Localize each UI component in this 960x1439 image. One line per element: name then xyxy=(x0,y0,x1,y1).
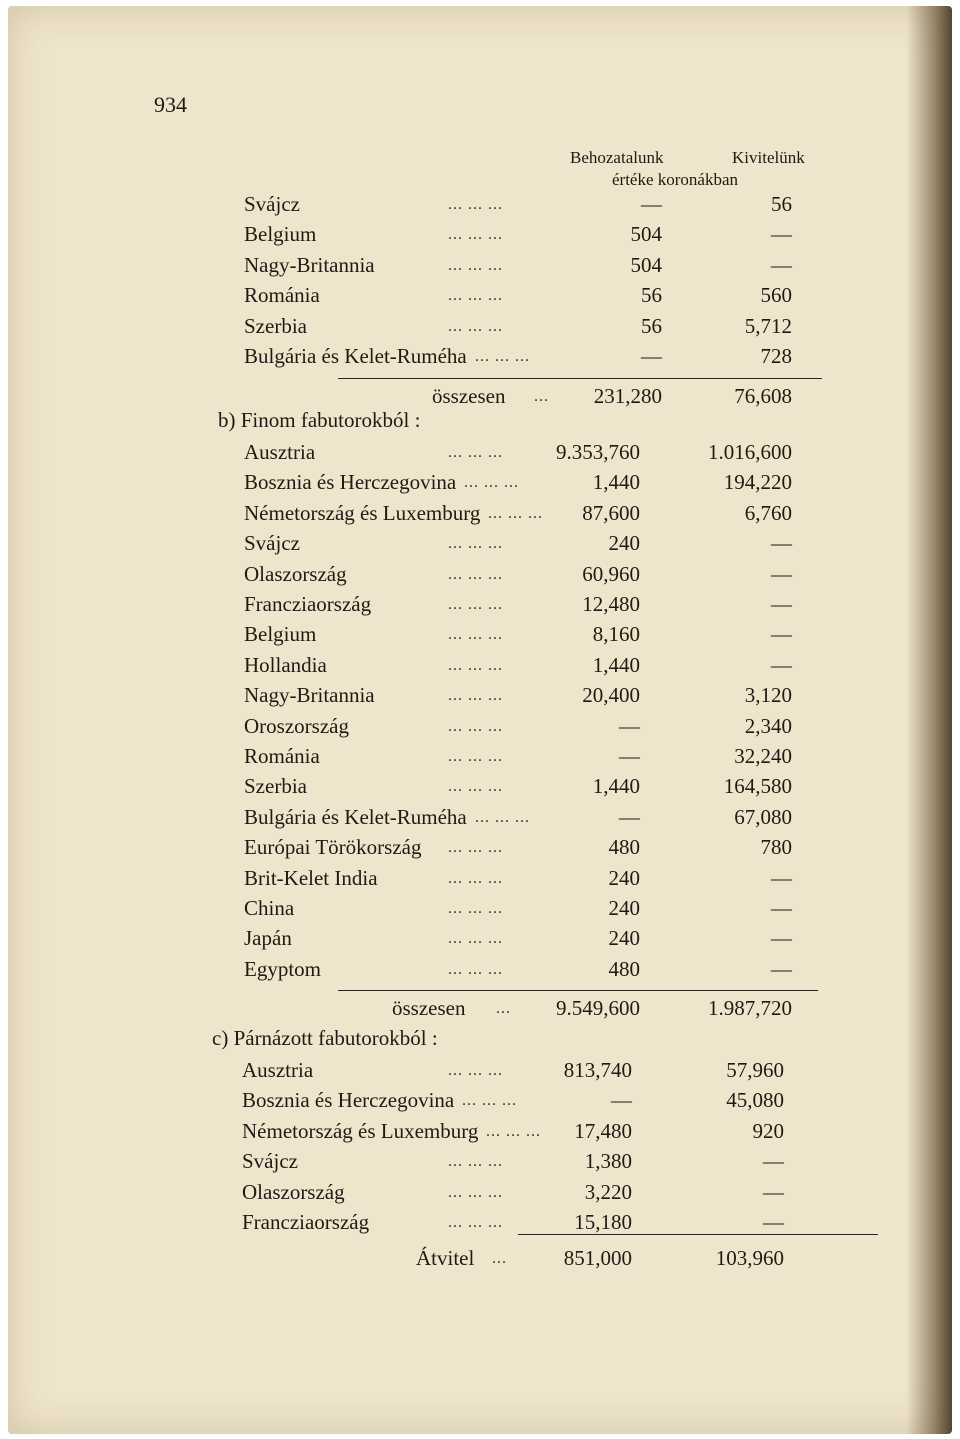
row-label: Svájcz xyxy=(244,192,300,216)
leader-dots: ... ... ... xyxy=(448,656,503,674)
row-label: Bosznia és Herczegovina xyxy=(244,470,457,495)
row-label: Japán xyxy=(244,926,292,951)
leader-dots: ... ... ... xyxy=(475,808,530,826)
total-export: 1.987,720 xyxy=(708,996,792,1020)
table-row xyxy=(8,222,952,252)
leader-dots: ... ... ... xyxy=(448,1183,503,1201)
leader-dots: ... ... ... xyxy=(448,226,503,244)
export-value: 67,080 xyxy=(734,804,792,829)
table-row xyxy=(8,440,952,470)
leader-dots: ... ... ... xyxy=(448,196,503,213)
export-value: 560 xyxy=(760,283,792,308)
row-label: China xyxy=(244,896,295,920)
section-a-total-rule xyxy=(338,378,822,379)
leader-dots: ... ... ... xyxy=(448,596,503,613)
section-b-total-rule xyxy=(338,990,818,991)
table-row xyxy=(8,926,952,956)
table-row xyxy=(8,1149,952,1179)
import-value: 240 xyxy=(608,531,640,556)
import-value: 15,180 xyxy=(574,1210,632,1234)
table-row xyxy=(8,192,952,222)
carry-label: Átvitel xyxy=(416,1246,475,1270)
leader-dots: ... xyxy=(496,1000,511,1017)
export-value: — xyxy=(771,652,792,677)
section-b-total-row xyxy=(8,996,952,1026)
table-row xyxy=(8,683,952,713)
leader-dots: ... ... ... xyxy=(464,474,519,492)
import-value: 20,400 xyxy=(582,683,640,708)
column-header-import: Behozatalunk xyxy=(570,148,664,167)
export-value: — xyxy=(771,531,792,556)
export-value: 6,760 xyxy=(744,500,792,525)
row-label: Ausztria xyxy=(242,1058,314,1082)
import-value: — xyxy=(619,744,640,768)
import-value: — xyxy=(619,804,640,829)
export-value: — xyxy=(771,896,792,920)
row-label: Bosznia és Herczegovina xyxy=(242,1088,455,1113)
row-label: Svájcz xyxy=(242,1149,298,1174)
total-label: összesen xyxy=(432,384,506,408)
export-value: 920 xyxy=(752,1118,784,1143)
row-label: Hollandia xyxy=(244,652,327,677)
table-row xyxy=(8,1210,952,1240)
leader-dots: ... ... ... xyxy=(448,256,503,274)
import-value: 480 xyxy=(608,835,640,860)
leader-dots: ... ... ... xyxy=(448,687,503,705)
leader-dots: ... ... ... xyxy=(448,930,503,948)
carry-import: 851,000 xyxy=(563,1246,632,1270)
export-value: 5,712 xyxy=(744,313,792,338)
leader-dots: ... xyxy=(534,388,549,405)
table-row xyxy=(8,957,952,987)
row-label: Románia xyxy=(244,283,320,308)
export-value: 728 xyxy=(760,344,792,368)
leader-dots: ... ... ... xyxy=(448,778,503,796)
row-label: Egyptom xyxy=(244,956,321,981)
table-row xyxy=(8,896,952,926)
table-row xyxy=(8,253,952,283)
row-label: Oroszország xyxy=(244,713,349,738)
export-value: — xyxy=(771,592,792,616)
row-label: Bulgária és Kelet-Ruméha xyxy=(244,344,467,368)
leader-dots: ... ... ... xyxy=(448,1062,503,1079)
leader-dots: ... ... ... xyxy=(448,1153,503,1171)
total-export: 76,608 xyxy=(734,384,792,408)
table-row xyxy=(8,866,952,896)
table-row xyxy=(8,805,952,835)
leader-dots: ... ... ... xyxy=(448,717,503,735)
import-value: 8,160 xyxy=(592,622,640,647)
export-value: 1.016,600 xyxy=(708,440,792,464)
export-value: 3,120 xyxy=(744,683,792,708)
export-value: 57,960 xyxy=(726,1058,784,1082)
leader-dots: ... xyxy=(492,1250,507,1267)
row-label: Románia xyxy=(244,744,320,768)
export-value: 164,580 xyxy=(723,774,792,799)
leader-dots: ... ... ... xyxy=(448,748,503,765)
row-label: Belgium xyxy=(244,622,317,647)
import-value: 56 xyxy=(641,313,662,338)
table-row xyxy=(8,283,952,313)
row-label: Francziaország xyxy=(244,592,372,616)
section-c-title: c) Párnázott fabutorokból : xyxy=(212,1026,438,1050)
carry-export: 103,960 xyxy=(715,1246,784,1270)
leader-dots: ... ... ... xyxy=(462,1092,517,1110)
column-header-units: értéke koronákban xyxy=(612,170,739,189)
import-value: 12,480 xyxy=(582,592,640,616)
row-label: Szerbia xyxy=(244,774,307,799)
export-value: — xyxy=(771,956,792,981)
leader-dots: ... ... ... xyxy=(475,348,530,365)
export-value: 32,240 xyxy=(734,744,792,768)
row-label: Európai Törökország xyxy=(244,835,422,860)
export-value: — xyxy=(763,1179,784,1204)
table-row xyxy=(8,1119,952,1149)
import-value: 1,440 xyxy=(592,470,640,495)
table-row xyxy=(8,835,952,865)
import-value: 1,380 xyxy=(584,1149,632,1174)
leader-dots: ... ... ... xyxy=(448,1214,503,1231)
export-value: — xyxy=(763,1210,784,1234)
export-value: — xyxy=(763,1149,784,1174)
export-value: — xyxy=(771,561,792,586)
export-value: — xyxy=(771,252,792,277)
table-row xyxy=(8,1088,952,1118)
import-value: 240 xyxy=(608,926,640,951)
leader-dots: ... ... ... xyxy=(448,960,503,978)
row-label: Svájcz xyxy=(244,531,300,556)
row-label: Nagy-Britannia xyxy=(244,252,375,277)
import-value: 87,600 xyxy=(582,500,640,525)
row-label: Ausztria xyxy=(244,440,316,464)
row-label: Bulgária és Kelet-Ruméha xyxy=(244,804,467,829)
import-value: 480 xyxy=(608,956,640,981)
export-value: — xyxy=(771,865,792,890)
import-value: 504 xyxy=(630,252,662,277)
leader-dots: ... ... ... xyxy=(448,287,503,305)
table-row xyxy=(8,1180,952,1210)
table-row xyxy=(8,774,952,804)
table-row xyxy=(8,1058,952,1088)
row-label: Nagy-Britannia xyxy=(244,683,375,708)
import-value: 1,440 xyxy=(592,774,640,799)
import-value: — xyxy=(641,344,662,368)
leader-dots: ... ... ... xyxy=(448,565,503,583)
total-import: 231,280 xyxy=(593,384,662,408)
export-value: — xyxy=(771,622,792,647)
import-value: 240 xyxy=(608,896,640,920)
export-value: — xyxy=(771,222,792,247)
export-value: 2,340 xyxy=(744,713,792,738)
table-row xyxy=(8,531,952,561)
export-value: 56 xyxy=(771,192,792,216)
import-value: 60,960 xyxy=(582,561,640,586)
export-value: — xyxy=(771,926,792,951)
table-row xyxy=(8,314,952,344)
leader-dots: ... ... ... xyxy=(486,1122,541,1140)
page-number: 934 xyxy=(154,92,187,117)
row-label: Brit-Kelet India xyxy=(244,865,378,890)
import-value: 3,220 xyxy=(584,1179,632,1204)
row-label: Olaszország xyxy=(242,1179,345,1204)
total-label: összesen xyxy=(392,996,466,1020)
table-row xyxy=(8,562,952,592)
book-page xyxy=(8,6,952,1434)
section-c-carry-rule xyxy=(518,1234,878,1235)
export-value: 780 xyxy=(760,835,792,860)
export-value: 45,080 xyxy=(726,1088,784,1113)
leader-dots: ... ... ... xyxy=(448,317,503,335)
leader-dots: ... ... ... xyxy=(448,869,503,887)
leader-dots: ... ... ... xyxy=(448,444,503,461)
import-value: 504 xyxy=(630,222,662,247)
export-value: 194,220 xyxy=(723,470,792,495)
section-a-total-row xyxy=(8,384,952,414)
row-label: Szerbia xyxy=(244,313,307,338)
import-value: — xyxy=(619,713,640,738)
leader-dots: ... ... ... xyxy=(448,839,503,857)
import-value: — xyxy=(641,192,662,216)
table-row xyxy=(8,501,952,531)
table-row xyxy=(8,653,952,683)
import-value: 9.353,760 xyxy=(556,440,640,464)
row-label: Belgium xyxy=(244,222,317,247)
leader-dots: ... ... ... xyxy=(488,504,543,522)
import-value: 813,740 xyxy=(563,1058,632,1082)
table-row xyxy=(8,344,952,374)
row-label: Olaszország xyxy=(244,561,347,586)
section-b-title: b) Finom fabutorokból : xyxy=(218,408,421,432)
import-value: 56 xyxy=(641,283,662,308)
column-header-export: Kivitelünk xyxy=(732,148,805,167)
table-row xyxy=(8,714,952,744)
import-value: 17,480 xyxy=(574,1118,632,1143)
leader-dots: ... ... ... xyxy=(448,900,503,917)
leader-dots: ... ... ... xyxy=(448,626,503,644)
row-label: Francziaország xyxy=(242,1210,370,1234)
row-label: Németország és Luxemburg xyxy=(244,500,481,525)
table-row xyxy=(8,744,952,774)
section-c-carry-row xyxy=(8,1246,952,1276)
table-row xyxy=(8,622,952,652)
table-row xyxy=(8,470,952,500)
total-import: 9.549,600 xyxy=(556,996,640,1020)
table-row xyxy=(8,592,952,622)
import-value: 1,440 xyxy=(592,652,640,677)
import-value: 240 xyxy=(608,865,640,890)
row-label: Németország és Luxemburg xyxy=(242,1118,479,1143)
leader-dots: ... ... ... xyxy=(448,535,503,553)
import-value: — xyxy=(611,1088,632,1113)
